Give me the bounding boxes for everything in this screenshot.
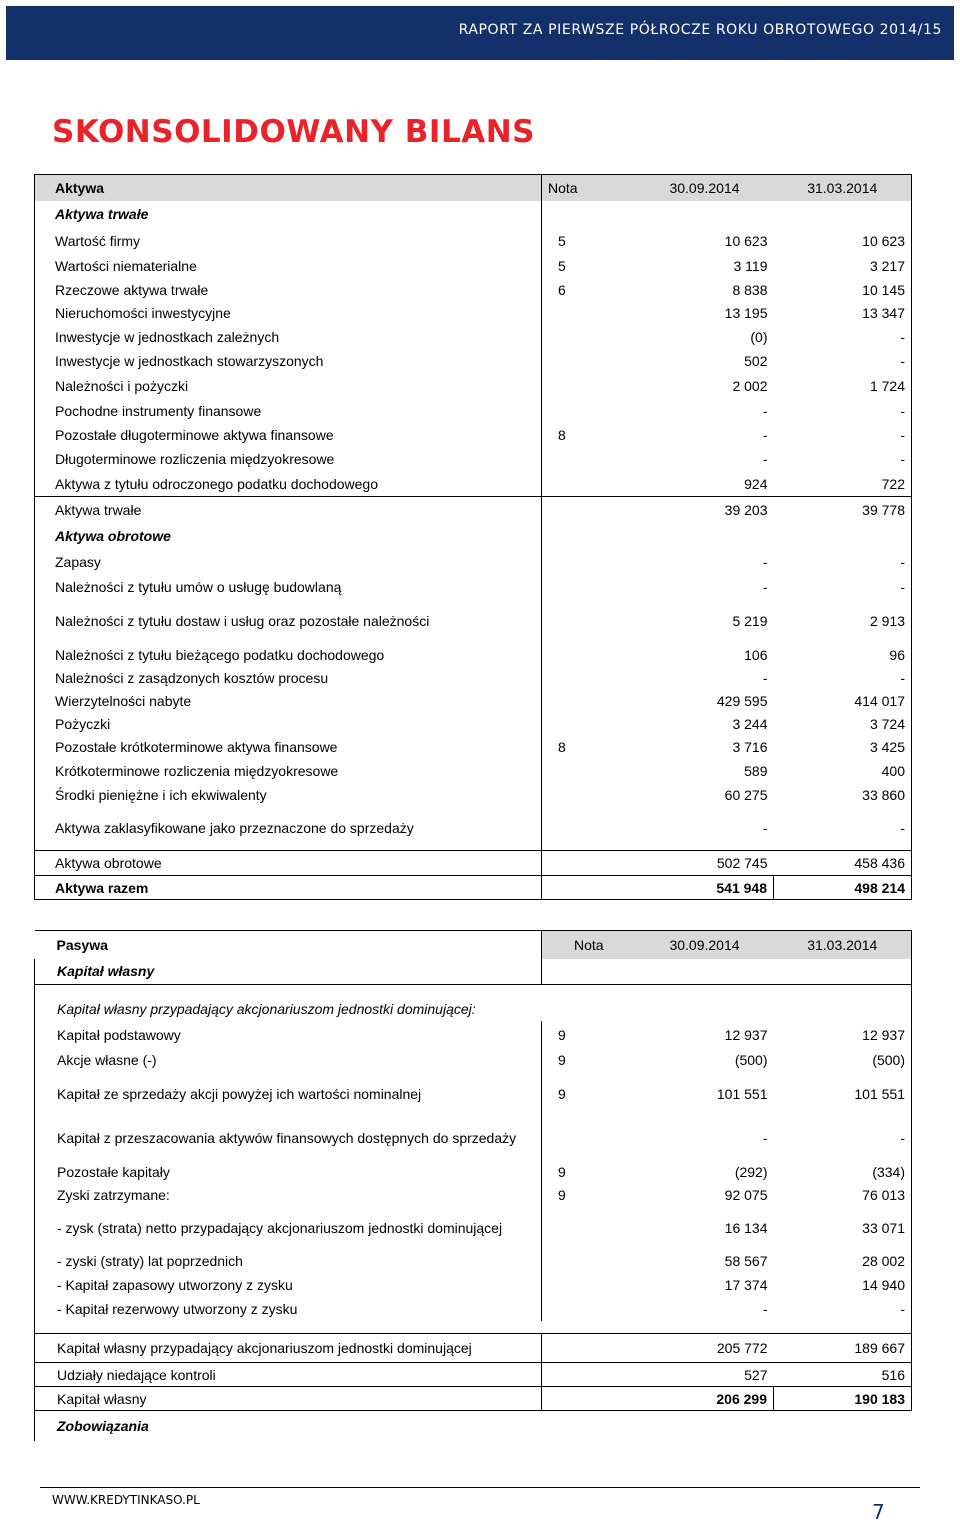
table-row bbox=[35, 1207, 912, 1249]
section-row bbox=[35, 523, 912, 550]
row-nota: 5 bbox=[558, 232, 566, 249]
row-nota bbox=[542, 1116, 636, 1160]
row-nota bbox=[542, 1297, 636, 1321]
row-value-1: 2 002 bbox=[732, 378, 768, 394]
current-total-label: Aktywa obrotowe bbox=[35, 851, 542, 876]
nota-header: Nota bbox=[542, 931, 636, 959]
row-value-2: 400 bbox=[774, 759, 912, 783]
equity-subsection: Kapitał własny przypadający akcjonariuszom jednostki dominującej: bbox=[35, 997, 774, 1021]
row-value-1: 60 275 bbox=[724, 786, 768, 803]
row-nota bbox=[542, 349, 636, 374]
row-value-2: 12 937 bbox=[774, 1021, 912, 1048]
row-value-1: - bbox=[762, 820, 768, 837]
subsection-row bbox=[35, 997, 912, 1021]
nota-header: Nota bbox=[542, 175, 636, 201]
row-value-1: 589 bbox=[744, 762, 768, 779]
row-nota bbox=[542, 1207, 636, 1249]
row-label: Pozostałe długoterminowe aktywa finansowe bbox=[35, 423, 542, 447]
row-label: Akcje własne (-) bbox=[35, 1048, 542, 1072]
row-label: Aktywa zaklasyfikowane jako przeznaczone do sprzedaży bbox=[35, 807, 542, 851]
row-value-1: 106 bbox=[744, 646, 768, 663]
total-row bbox=[35, 1387, 912, 1411]
row-value-2: 2 913 bbox=[774, 599, 912, 643]
row-nota bbox=[542, 807, 636, 851]
assets-header-label: Aktywa bbox=[35, 175, 542, 201]
row-label: Należności i pożyczki bbox=[35, 374, 542, 399]
row-label: Wierzytelności nabyte bbox=[35, 689, 542, 713]
date-header-2: 31.03.2014 bbox=[774, 931, 912, 959]
subtotal-row bbox=[35, 851, 912, 876]
current-total-v1: 502 745 bbox=[636, 851, 774, 876]
row-label: Pozostałe krótkoterminowe aktywa finansowe bbox=[35, 736, 542, 759]
row-value-1: 58 567 bbox=[724, 1253, 768, 1269]
subtotal-row bbox=[35, 1334, 912, 1363]
table-row bbox=[35, 550, 912, 575]
current-total-v2: 458 436 bbox=[774, 851, 912, 876]
row-value-1: 8 838 bbox=[732, 281, 768, 298]
row-value-1: - bbox=[762, 402, 768, 419]
section-row bbox=[35, 959, 912, 985]
row-value-2: 101 551 bbox=[774, 1072, 912, 1116]
row-value-1: 10 623 bbox=[724, 232, 768, 249]
row-label: Środki pieniężne i ich ekwiwalenty bbox=[35, 783, 542, 807]
row-value-1: 924 bbox=[744, 475, 768, 492]
report-banner bbox=[6, 6, 954, 60]
row-value-1: 5 219 bbox=[732, 612, 768, 629]
row-nota bbox=[542, 399, 636, 423]
row-value-1: 92 075 bbox=[724, 1187, 768, 1203]
total-row bbox=[35, 876, 912, 900]
table-row bbox=[35, 447, 912, 472]
table-row bbox=[35, 736, 912, 759]
fixed-total-label: Aktywa trwałe bbox=[35, 497, 542, 523]
table-row bbox=[35, 399, 912, 423]
row-value-2: 10 145 bbox=[774, 278, 912, 302]
row-value-2: 1 724 bbox=[774, 374, 912, 399]
row-value-2: 3 217 bbox=[774, 254, 912, 278]
assets-table bbox=[34, 174, 912, 900]
row-label: Aktywa z tytułu odroczonego podatku dochodowego bbox=[35, 472, 542, 497]
table-row bbox=[35, 349, 912, 374]
row-label: Nieruchomości inwestycyjne bbox=[35, 302, 542, 325]
row-value-2: 722 bbox=[774, 472, 912, 497]
row-value-2: 13 347 bbox=[774, 302, 912, 325]
row-value-2: - bbox=[774, 447, 912, 472]
row-value-1: 3 244 bbox=[732, 716, 768, 732]
row-label: Pozostałe kapitały bbox=[35, 1160, 542, 1183]
row-nota: 9 bbox=[558, 1052, 566, 1068]
table-row bbox=[35, 1183, 912, 1207]
row-value-1: 3 119 bbox=[733, 257, 768, 274]
liabilities-header-row bbox=[35, 931, 912, 959]
liabilities-table bbox=[34, 930, 912, 1441]
equity-total-v2: 190 183 bbox=[774, 1387, 912, 1411]
parent-total-v2: 189 667 bbox=[774, 1334, 912, 1363]
row-label: Należności z tytułu bieżącego podatku dochodowego bbox=[35, 643, 542, 667]
row-nota bbox=[542, 302, 636, 325]
row-value-2: 10 623 bbox=[774, 228, 912, 254]
row-nota: 9 bbox=[558, 1163, 566, 1180]
row-nota bbox=[542, 759, 636, 783]
row-label: Kapitał podstawowy bbox=[35, 1021, 542, 1048]
table-row bbox=[35, 807, 912, 851]
table-row bbox=[35, 254, 912, 278]
section-equity: Kapitał własny bbox=[35, 959, 542, 985]
row-value-2: 28 002 bbox=[774, 1249, 912, 1273]
row-nota: 6 bbox=[558, 281, 566, 298]
table-row bbox=[35, 1297, 912, 1321]
row-value-2: - bbox=[774, 399, 912, 423]
row-nota bbox=[542, 1249, 636, 1273]
row-nota bbox=[542, 689, 636, 713]
row-nota: 9 bbox=[558, 1187, 566, 1203]
fixed-total-v1: 39 203 bbox=[636, 497, 774, 523]
row-label: - Kapitał rezerwowy utworzony z zysku bbox=[35, 1297, 542, 1321]
row-nota bbox=[542, 447, 636, 472]
row-label: Zyski zatrzymane: bbox=[35, 1183, 542, 1207]
table-row bbox=[35, 228, 912, 254]
row-nota: 8 bbox=[558, 739, 566, 755]
row-label: - zyski (straty) lat poprzednich bbox=[35, 1249, 542, 1273]
equity-rows bbox=[35, 1021, 912, 1321]
row-label: Należności z tytułu dostaw i usług oraz pozostałe należności bbox=[35, 599, 542, 643]
row-value-2: 3 425 bbox=[774, 736, 912, 759]
table-row bbox=[35, 783, 912, 807]
row-nota bbox=[542, 599, 636, 643]
row-value-1: (292) bbox=[734, 1163, 768, 1180]
row-label: Pochodne instrumenty finansowe bbox=[35, 399, 542, 423]
row-label: Wartość firmy bbox=[35, 228, 542, 254]
row-value-1: 429 595 bbox=[716, 692, 768, 709]
nci-v1: 527 bbox=[636, 1363, 774, 1387]
assets-total-v1: 541 948 bbox=[636, 876, 774, 900]
assets-total-label: Aktywa razem bbox=[35, 876, 542, 900]
row-value-1: (0) bbox=[750, 328, 768, 345]
date-header-1: 30.09.2014 bbox=[636, 175, 774, 201]
row-label: Rzeczowe aktywa trwałe bbox=[35, 278, 542, 302]
liabilities-header-label: Pasywa bbox=[35, 931, 542, 959]
assets-total-v2: 498 214 bbox=[774, 876, 912, 900]
row-value-2: 414 017 bbox=[774, 689, 912, 713]
row-value-2: 3 724 bbox=[774, 713, 912, 736]
row-value-2: (500) bbox=[774, 1048, 912, 1072]
row-value-1: - bbox=[762, 1301, 768, 1317]
row-value-2: - bbox=[774, 807, 912, 851]
table-row bbox=[35, 302, 912, 325]
row-nota bbox=[542, 374, 636, 399]
row-value-1: 12 937 bbox=[724, 1026, 768, 1043]
row-nota bbox=[542, 1273, 636, 1297]
row-value-2: (334) bbox=[774, 1160, 912, 1183]
row-label: Kapitał z przeszacowania aktywów finansowych dostępnych do sprzedaży bbox=[35, 1116, 542, 1160]
current-assets-rows bbox=[35, 550, 912, 851]
row-value-1: 101 551 bbox=[716, 1086, 768, 1102]
row-nota bbox=[542, 713, 636, 736]
fixed-total-v2: 39 778 bbox=[774, 497, 912, 523]
assets-header-row bbox=[35, 175, 912, 201]
footer-url: WWW.KREDYTINKASO.PL bbox=[52, 1493, 200, 1507]
equity-total-label: Kapitał własny bbox=[35, 1387, 542, 1411]
footer-divider bbox=[40, 1487, 920, 1488]
row-value-2: - bbox=[774, 667, 912, 689]
row-value-2: 96 bbox=[774, 643, 912, 667]
table-row bbox=[35, 575, 912, 599]
table-row bbox=[35, 1116, 912, 1160]
date-header-1: 30.09.2014 bbox=[636, 931, 774, 959]
row-value-1: - bbox=[762, 578, 768, 595]
table-row bbox=[35, 1160, 912, 1183]
section-liabilities: Zobowiązania bbox=[35, 1411, 542, 1441]
table-row bbox=[35, 1021, 912, 1048]
subtotal-row bbox=[35, 497, 912, 523]
subtotal-row bbox=[35, 1363, 912, 1387]
row-value-1: 502 bbox=[744, 353, 768, 369]
row-nota bbox=[542, 472, 636, 497]
row-value-2: - bbox=[774, 575, 912, 599]
row-label: - Kapitał zapasowy utworzony z zysku bbox=[35, 1273, 542, 1297]
table-row bbox=[35, 689, 912, 713]
fixed-assets-rows bbox=[35, 228, 912, 497]
section-current-assets: Aktywa obrotowe bbox=[35, 523, 542, 550]
row-value-2: - bbox=[774, 423, 912, 447]
row-value-1: 16 134 bbox=[724, 1220, 768, 1236]
table-row bbox=[35, 472, 912, 497]
row-value-1: 17 374 bbox=[724, 1277, 768, 1293]
table-row bbox=[35, 1048, 912, 1072]
page-number: 7 bbox=[872, 1500, 885, 1524]
row-nota: 8 bbox=[558, 426, 566, 443]
row-value-1: - bbox=[762, 1130, 768, 1146]
row-label: Kapitał ze sprzedaży akcji powyżej ich wartości nominalnej bbox=[35, 1072, 542, 1116]
row-value-1: (500) bbox=[734, 1052, 768, 1068]
row-label: Długoterminowe rozliczenia międzyokresowe bbox=[35, 447, 542, 472]
row-value-1: - bbox=[762, 669, 768, 686]
row-nota: 9 bbox=[558, 1026, 566, 1043]
row-label: - zysk (strata) netto przypadający akcjonariuszom jednostki dominującej bbox=[35, 1207, 542, 1249]
row-label: Inwestycje w jednostkach zależnych bbox=[35, 325, 542, 349]
row-nota bbox=[542, 667, 636, 689]
table-row bbox=[35, 278, 912, 302]
row-nota bbox=[542, 550, 636, 575]
parent-total-v1: 205 772 bbox=[636, 1334, 774, 1363]
table-row bbox=[35, 599, 912, 643]
table-row bbox=[35, 325, 912, 349]
row-value-1: - bbox=[762, 426, 768, 443]
section-fixed-assets: Aktywa trwałe bbox=[35, 201, 542, 228]
row-label: Inwestycje w jednostkach stowarzyszonych bbox=[35, 349, 542, 374]
row-value-2: 33 071 bbox=[774, 1207, 912, 1249]
row-label: Krótkoterminowe rozliczenia międzyokresowe bbox=[35, 759, 542, 783]
nci-label: Udziały niedające kontroli bbox=[35, 1363, 542, 1387]
table-row bbox=[35, 1249, 912, 1273]
row-label: Należności z tytułu umów o usługę budowlaną bbox=[35, 575, 542, 599]
row-value-2: - bbox=[774, 349, 912, 374]
page-title: SKONSOLIDOWANY BILANS bbox=[52, 114, 535, 150]
row-value-1: 3 716 bbox=[732, 739, 768, 755]
table-row bbox=[35, 667, 912, 689]
row-value-2: - bbox=[774, 1116, 912, 1160]
row-value-2: - bbox=[774, 325, 912, 349]
row-value-2: 33 860 bbox=[774, 783, 912, 807]
row-nota bbox=[542, 325, 636, 349]
row-value-2: 14 940 bbox=[774, 1273, 912, 1297]
nci-v2: 516 bbox=[774, 1363, 912, 1387]
row-value-2: 76 013 bbox=[774, 1183, 912, 1207]
table-row bbox=[35, 643, 912, 667]
parent-total-label: Kapitał własny przypadający akcjonariuszom jednostki dominującej bbox=[35, 1334, 542, 1363]
row-value-1: - bbox=[762, 451, 768, 467]
row-label: Pożyczki bbox=[35, 713, 542, 736]
row-label: Wartości niematerialne bbox=[35, 254, 542, 278]
row-value-2: - bbox=[774, 1297, 912, 1321]
row-nota bbox=[542, 643, 636, 667]
report-title: RAPORT ZA PIERWSZE PÓŁROCZE ROKU OBROTOWEGO 2014/15 bbox=[458, 22, 942, 38]
row-value-1: 13 195 bbox=[724, 305, 768, 321]
section-row bbox=[35, 1411, 912, 1441]
row-nota: 9 bbox=[558, 1086, 566, 1102]
row-label: Zapasy bbox=[35, 550, 542, 575]
row-label: Należności z zasądzonych kosztów procesu bbox=[35, 667, 542, 689]
row-nota bbox=[542, 575, 636, 599]
table-row bbox=[35, 759, 912, 783]
equity-total-v1: 206 299 bbox=[636, 1387, 774, 1411]
section-row bbox=[35, 201, 912, 228]
table-row bbox=[35, 1072, 912, 1116]
table-row bbox=[35, 423, 912, 447]
row-value-1: - bbox=[762, 554, 768, 570]
table-row bbox=[35, 1273, 912, 1297]
table-row bbox=[35, 713, 912, 736]
row-nota: 5 bbox=[558, 257, 566, 274]
row-value-2: - bbox=[774, 550, 912, 575]
row-nota bbox=[542, 783, 636, 807]
table-row bbox=[35, 374, 912, 399]
date-header-2: 31.03.2014 bbox=[774, 175, 912, 201]
